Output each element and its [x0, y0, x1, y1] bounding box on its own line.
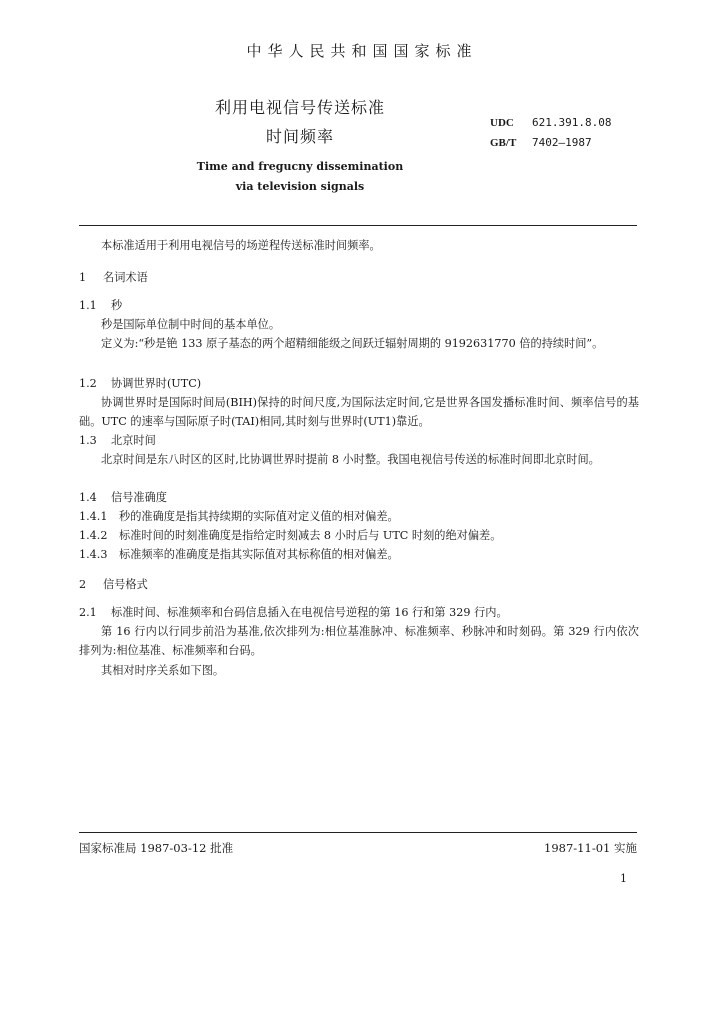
section-2-heading — [79, 575, 148, 594]
section-number: 2 — [79, 578, 87, 591]
paragraph: 定义为:“秒是铯 133 原子基态的两个超精细能级之间跃迁辐射周期的 9192631770 倍的持续时间”。 — [101, 337, 604, 350]
paragraph: 第 16 行内以行同步前沿为基准,依次排列为:相位基准脉冲、标准频率、秒脉冲和时刻码。第 329 行内依次排列为:相位基准、标准频率和台码。 — [79, 625, 639, 657]
section-1-1-heading — [79, 296, 122, 315]
paragraph: 其相对时序关系如下图。 — [101, 664, 225, 677]
clause-number: 2.1 — [79, 606, 97, 619]
header-divider — [79, 225, 637, 226]
gb-code — [490, 136, 592, 149]
footer-divider — [79, 832, 637, 833]
english-title-line1: Time and fregucny dissemination — [196, 160, 404, 173]
clause-number: 1.4.1 — [79, 510, 108, 523]
section-title: 北京时间 — [111, 434, 156, 447]
approval-date: 国家标准局 1987-03-12 批准 — [79, 841, 234, 855]
section-number: 1 — [79, 271, 87, 284]
clause-1-4-2 — [79, 526, 501, 545]
intro-text: 本标准适用于利用电视信号的场逆程传送标准时间频率。 — [101, 239, 381, 252]
paragraph: 北京时间是东八时区的区时,比协调世界时提前 8 小时整。我国电视信号传送的标准时间即北京时间。 — [101, 453, 600, 466]
document-title-line2: 时间频率 — [265, 127, 334, 146]
section-title: 秒 — [111, 299, 123, 312]
section-1-heading — [79, 268, 148, 287]
clause-number: 1.4.3 — [79, 548, 108, 561]
clause-1-4-3 — [79, 545, 399, 564]
effective-date: 1987-11-01 实施 — [544, 841, 637, 855]
document-title-line1: 利用电视信号传送标准 — [214, 98, 385, 117]
clause-text: 标准频率的准确度是指其实际值对其标称值的相对偏差。 — [119, 548, 399, 561]
clause-text: 标准时间的时刻准确度是指给定时刻减去 8 小时后与 UTC 时刻的绝对偏差。 — [119, 529, 502, 542]
section-title: 协调世界时(UTC) — [111, 377, 202, 390]
clause-2-1 — [79, 603, 508, 622]
section-title: 信号准确度 — [111, 491, 167, 504]
udc-code — [490, 116, 611, 129]
english-title-line2: via television signals — [235, 180, 365, 193]
udc-value: 621.391.8.08 — [532, 116, 612, 129]
gb-label: GB/T — [490, 137, 517, 149]
section-number: 1.2 — [79, 377, 97, 390]
udc-label: UDC — [490, 117, 514, 129]
section-number: 1.1 — [79, 299, 97, 312]
clause-text: 标准时间、标准频率和台码信息插入在电视信号逆程的第 16 行和第 329 行内。 — [111, 606, 508, 619]
paragraph: 秒是国际单位制中时间的基本单位。 — [101, 318, 281, 331]
gb-value: 7402—1987 — [532, 136, 592, 149]
section-1-4-heading — [79, 488, 167, 507]
clause-text: 秒的准确度是指其持续期的实际值对定义值的相对偏差。 — [119, 510, 399, 523]
section-title: 名词术语 — [103, 271, 148, 284]
section-number: 1.3 — [79, 434, 97, 447]
standard-org-header: 中华人民共和国国家标准 — [246, 42, 478, 60]
section-title: 信号格式 — [103, 578, 148, 591]
page-number: 1 — [620, 872, 627, 885]
section-1-2-heading — [79, 374, 201, 393]
clause-number: 1.4.2 — [79, 529, 108, 542]
clause-1-4-1 — [79, 507, 399, 526]
section-number: 1.4 — [79, 491, 97, 504]
paragraph: 协调世界时是国际时间局(BIH)保持的时间尺度,为国际法定时间,它是世界各国发播标准时间、频率信号的基础。UTC 的速率与国际原子时(TAI)相同,其时刻与世界时(UT1)靠近。 — [79, 396, 639, 428]
section-1-3-heading — [79, 431, 156, 450]
